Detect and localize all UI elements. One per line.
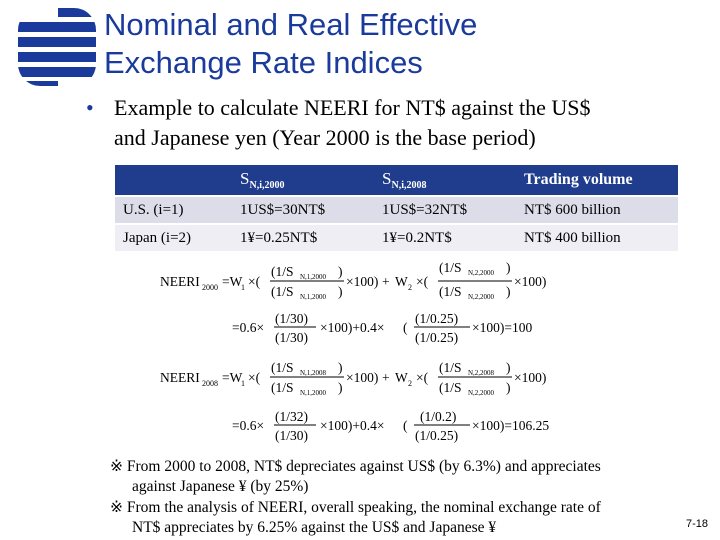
f3-den2-sub: N,2,2000 (468, 389, 495, 397)
formula-neeri-2008-calc (232, 409, 549, 443)
f1-year: 2000 (202, 283, 218, 292)
f2-end: ×100)=100 (472, 320, 533, 335)
f1-num2-rp: ) (506, 260, 511, 275)
f1-den2-rp: ) (506, 284, 511, 299)
bullet-text (114, 93, 714, 153)
f3-den2-rp: ) (506, 380, 511, 395)
f3-year: 2008 (202, 379, 218, 388)
f1-den1-rp: ) (338, 284, 343, 299)
f3-neeri: NEERI (160, 370, 200, 385)
f1-plus: + (382, 274, 390, 289)
note-1-line-1: ※ From 2000 to 2008, NT$ depreciates against US$ (by 6.3%) and appreciates (110, 458, 601, 475)
table-row (115, 197, 678, 223)
header-s2008-base: S (382, 169, 392, 188)
note-2-line-1: ※ From the analysis of NEERI, overall speaking, the nominal exchange rate of (110, 499, 601, 516)
cell-s2000: 1¥=0.25NT$ (232, 225, 374, 251)
f2-lead: =0.6× (232, 320, 265, 335)
f3-close1: ×100) (346, 370, 379, 385)
f4-lead: =0.6× (232, 418, 265, 433)
f2-den1: (1/30) (275, 330, 308, 345)
f3-open2: ×( (416, 370, 429, 385)
f4-num1: (1/32) (275, 409, 308, 424)
f3-num1-rp: ) (338, 360, 343, 375)
header-s2000-sub: N,i,2000 (249, 180, 285, 191)
note-1 (110, 457, 710, 497)
f3-w1-sub: 1 (241, 379, 245, 388)
formula-neeri-2000 (160, 260, 546, 301)
cell-volume: NT$ 400 billion (516, 225, 678, 251)
f1-close2: ×100) (514, 274, 547, 289)
f1-open1: ×( (248, 274, 261, 289)
table-row (115, 225, 678, 251)
f1-neeri: NEERI (160, 274, 200, 289)
neeri-formula (160, 258, 600, 454)
logo-stripes-icon (18, 8, 96, 86)
f1-num1-rp: ) (338, 264, 343, 279)
f1-den1: (1/S (271, 284, 294, 299)
f2-num2: (1/0.25) (415, 311, 459, 326)
page-number: 7-18 (685, 518, 708, 530)
f3-den1-rp: ) (338, 380, 343, 395)
bullet-line-1: Example to calculate NEERI for NT$ against the US$ (114, 95, 591, 120)
f3-plus: + (382, 370, 390, 385)
f2-open: ( (403, 320, 408, 335)
f1-w2-sub: 2 (408, 283, 412, 292)
cell-s2008: 1¥=0.2NT$ (374, 225, 516, 251)
f3-den1: (1/S (271, 380, 294, 395)
f1-num1-sub: N,1,2000 (300, 273, 327, 281)
f4-den2: (1/0.25) (415, 428, 459, 443)
cell-volume: NT$ 600 billion (516, 197, 678, 223)
f3-eqw: =W (222, 370, 243, 385)
f2-mid: ×100)+0.4× (320, 320, 385, 335)
title-line-1: Nominal and Real Effective (104, 7, 478, 42)
bullet-line-2: and Japanese yen (Year 2000 is the base period) (114, 125, 536, 150)
f1-eqw: =W (222, 274, 243, 289)
f3-num2-sub: N,2,2008 (468, 369, 495, 377)
bullet-marker: • (86, 95, 94, 120)
f4-num2: (1/0.2) (420, 409, 457, 424)
f1-num2: (1/S (439, 260, 462, 275)
f3-den1-sub: N,1,2000 (300, 389, 327, 397)
f3-open1: ×( (248, 370, 261, 385)
f2-num1: (1/30) (275, 311, 308, 326)
f3-num1: (1/S (271, 360, 294, 375)
header-s2000-base: S (240, 169, 250, 188)
f4-open: ( (403, 418, 408, 433)
f4-mid: ×100)+0.4× (320, 418, 385, 433)
header-s2008-sub: N,i,2008 (391, 180, 427, 191)
cell-country: U.S. (i=1) (115, 197, 232, 223)
f1-num2-sub: N,2,2000 (468, 269, 495, 277)
f4-end: ×100)=106.25 (472, 418, 550, 433)
f1-w2: W (395, 274, 408, 289)
f1-close1: ×100) (346, 274, 379, 289)
header-trading-volume: Trading volume (516, 165, 678, 195)
f3-den2: (1/S (439, 380, 462, 395)
header-s2008 (374, 165, 516, 195)
formula-neeri-2008 (160, 360, 546, 397)
exchange-rate-table (115, 163, 678, 253)
table-header-row (115, 165, 678, 195)
f2-den2: (1/0.25) (415, 330, 459, 345)
note-2-line-2: NT$ appreciates by 6.25% against the US$ and Japanese ¥ (132, 519, 497, 536)
f1-w1-sub: 1 (241, 283, 245, 292)
f1-open2: ×( (416, 274, 429, 289)
cell-s2008: 1US$=32NT$ (374, 197, 516, 223)
f3-w2-sub: 2 (408, 379, 412, 388)
header-country (115, 165, 232, 195)
cell-s2000: 1US$=30NT$ (232, 197, 374, 223)
f1-den2: (1/S (439, 284, 462, 299)
header-s2000 (232, 165, 374, 195)
f1-den1-sub: N,1,2000 (300, 293, 327, 301)
f3-close2: ×100) (514, 370, 547, 385)
formula-neeri-2000-calc (232, 311, 532, 345)
f3-num1-sub: N,1,2008 (300, 369, 327, 377)
note-1-line-2: against Japanese ¥ (by 25%) (132, 478, 309, 495)
f1-den2-sub: N,2,2000 (468, 293, 495, 301)
title-line-2: Exchange Rate Indices (104, 45, 423, 80)
f3-num2: (1/S (439, 360, 462, 375)
f3-w2: W (395, 370, 408, 385)
f1-num1: (1/S (271, 264, 294, 279)
f4-den1: (1/30) (275, 428, 308, 443)
cell-country: Japan (i=2) (115, 225, 232, 251)
f3-num2-rp: ) (506, 360, 511, 375)
note-2 (110, 498, 710, 538)
page-title (104, 6, 477, 82)
